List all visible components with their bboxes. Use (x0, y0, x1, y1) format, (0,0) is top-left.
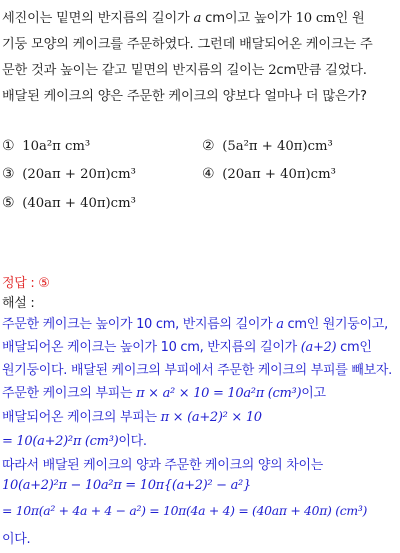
explanation-line-4: 주문한 케이크의 부피는 π × a² × 10 = 10a²π (cm³)이고 (2, 386, 326, 401)
explanation-line-2: 배달되어온 케이크는 높이가 10 cm, 반지름의 길이가 (a+2) cm인 (2, 340, 372, 355)
explanation-line-6: = 10(a+2)²π (cm³)이다. (2, 434, 147, 449)
choice-2[interactable]: ② (5a²π + 40π)cm³ (202, 138, 333, 154)
choice-4[interactable]: ④ (20aπ + 40π)cm³ (202, 166, 336, 182)
problem-line-2: 기둥 모양의 케이크를 주문하였다. 그런데 배달되어온 케이크는 주 (2, 37, 373, 52)
explanation-line-3: 원기둥이다. 배달된 케이크의 부피에서 주문한 케이크의 부피를 빼보자. (2, 363, 392, 378)
choice-1[interactable]: ① 10a²π cm³ (2, 138, 91, 154)
explanation-line-9: = 10π(a² + 4a + 4 − a²) = 10π(4a + 4) = (40aπ + 40π) (cm³) (2, 503, 368, 518)
explanation-line-8: 10(a+2)²π − 10a²π = 10π{(a+2)² − a²} (2, 478, 251, 493)
problem-line-4: 배달된 케이크의 양은 주문한 케이크의 양보다 얼마나 더 많은가? (2, 89, 367, 104)
explanation-line-1: 주문한 케이크는 높이가 10 cm, 반지름의 길이가 a cm인 원기둥이고, (2, 317, 388, 332)
problem-statement (2, 6, 398, 110)
explanation-line-7: 따라서 배달된 케이크의 양과 주문한 케이크의 양의 차이는 (2, 458, 324, 473)
answer-label: 정답 : ⑤ (2, 276, 50, 291)
choice-5[interactable]: ⑤ (40aπ + 40π)cm³ (2, 195, 136, 211)
explanation-line-10: 이다. (2, 532, 31, 547)
problem-line-1: 세진이는 밑면의 반지름의 길이가 a cm이고 높이가 10 cm인 원 (2, 11, 365, 26)
explanation-line-5: 배달되어온 케이크의 부피는 π × (a+2)² × 10 (2, 410, 262, 425)
problem-line-3: 문한 것과 높이는 같고 밑면의 반지름의 길이는 2cm만큼 길었다. (2, 63, 367, 78)
explanation-label: 해설 : (2, 296, 35, 311)
choice-3[interactable]: ③ (20aπ + 20π)cm³ (2, 166, 136, 182)
